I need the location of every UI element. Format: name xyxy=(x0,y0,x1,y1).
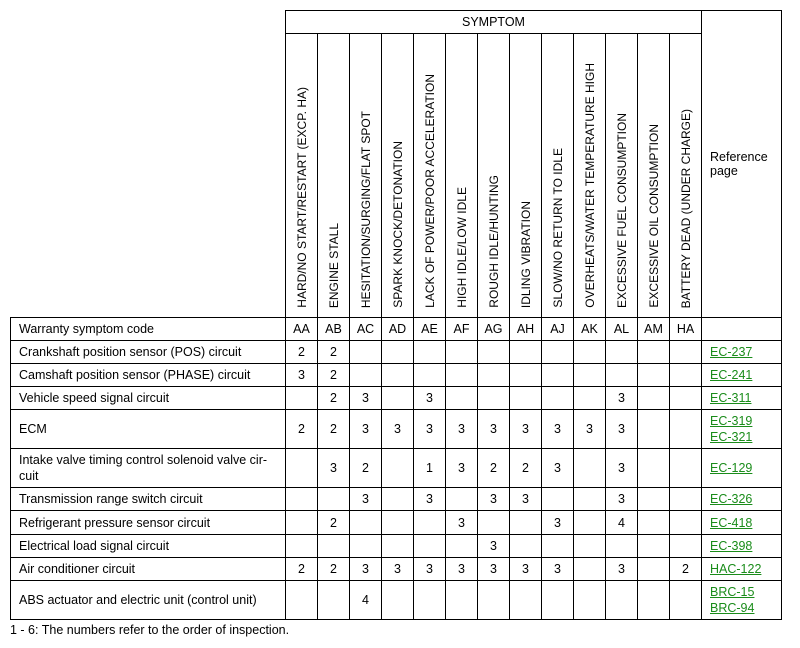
inspection-order-cell: 4 xyxy=(606,511,638,535)
inspection-order-cell xyxy=(670,511,702,535)
inspection-order-cell: 2 xyxy=(318,387,350,410)
inspection-order-cell xyxy=(318,581,350,620)
inspection-order-cell xyxy=(350,535,382,558)
inspection-order-cell xyxy=(574,535,606,558)
inspection-order-cell xyxy=(574,511,606,535)
symptom-column-header xyxy=(638,34,670,318)
reference-header: Reference page xyxy=(702,11,782,318)
row-label: Camshaft position sensor (PHASE) circuit xyxy=(11,364,286,387)
table-row xyxy=(11,581,782,620)
reference-cell xyxy=(702,581,782,620)
reference-link[interactable]: HAC-122 xyxy=(710,562,762,576)
inspection-order-cell: 3 xyxy=(446,410,478,449)
inspection-order-cell xyxy=(606,581,638,620)
row-label: Transmission range switch circuit xyxy=(11,488,286,511)
row-label: ECM xyxy=(11,410,286,449)
inspection-order-cell xyxy=(414,511,446,535)
warranty-code: AE xyxy=(414,318,446,341)
warranty-code: AJ xyxy=(542,318,574,341)
inspection-order-cell xyxy=(286,535,318,558)
inspection-order-cell: 3 xyxy=(478,488,510,511)
inspection-order-cell: 3 xyxy=(446,449,478,488)
table-row xyxy=(11,410,782,449)
inspection-order-cell xyxy=(286,511,318,535)
symptom-table xyxy=(10,10,782,620)
inspection-order-cell xyxy=(478,387,510,410)
symptom-label: HIGH IDLE/LOW IDLE xyxy=(455,187,469,308)
warranty-code: AA xyxy=(286,318,318,341)
symptom-label: IDLING VIBRATION xyxy=(519,200,533,308)
inspection-order-cell: 3 xyxy=(606,387,638,410)
inspection-order-cell xyxy=(542,535,574,558)
inspection-order-cell xyxy=(670,581,702,620)
inspection-order-cell xyxy=(286,581,318,620)
inspection-order-cell xyxy=(318,535,350,558)
warranty-code: HA xyxy=(670,318,702,341)
inspection-order-cell xyxy=(638,535,670,558)
inspection-order-cell xyxy=(542,341,574,364)
symptom-label: ENGINE STALL xyxy=(327,222,341,308)
inspection-order-cell xyxy=(510,364,542,387)
inspection-order-cell: 3 xyxy=(382,558,414,581)
inspection-order-cell xyxy=(606,341,638,364)
inspection-order-cell xyxy=(670,488,702,511)
reference-cell xyxy=(702,558,782,581)
warranty-code: AF xyxy=(446,318,478,341)
row-label: Intake valve timing control solenoid valve cir-cuit xyxy=(11,449,286,488)
inspection-order-cell xyxy=(286,488,318,511)
symptom-label: LACK OF POWER/POOR ACCELERATION xyxy=(423,74,437,308)
reference-cell xyxy=(702,488,782,511)
symptom-matrix xyxy=(10,10,782,620)
inspection-order-cell: 3 xyxy=(606,449,638,488)
warranty-code: AH xyxy=(510,318,542,341)
inspection-order-cell xyxy=(574,449,606,488)
inspection-order-cell xyxy=(478,581,510,620)
table-row xyxy=(11,364,782,387)
row-label: ABS actuator and electric unit (control unit) xyxy=(11,581,286,620)
inspection-order-cell xyxy=(510,387,542,410)
symptom-header: SYMPTOM xyxy=(286,11,702,34)
reference-cell xyxy=(702,364,782,387)
reference-cell xyxy=(702,387,782,410)
inspection-order-cell xyxy=(446,581,478,620)
corner-cell xyxy=(11,11,286,318)
symptom-label: EXCESSIVE OIL CONSUMPTION xyxy=(647,124,661,308)
inspection-order-cell xyxy=(414,364,446,387)
inspection-order-cell: 3 xyxy=(542,558,574,581)
reference-link[interactable]: BRC-15 xyxy=(710,585,755,599)
inspection-order-cell: 2 xyxy=(318,558,350,581)
reference-link[interactable]: EC-311 xyxy=(710,391,752,405)
inspection-order-cell xyxy=(670,535,702,558)
reference-link[interactable]: EC-321 xyxy=(710,430,753,444)
reference-cell xyxy=(702,341,782,364)
row-label: Crankshaft position sensor (POS) circuit xyxy=(11,341,286,364)
inspection-order-cell: 3 xyxy=(350,488,382,511)
inspection-order-cell xyxy=(414,535,446,558)
inspection-order-cell: 3 xyxy=(350,558,382,581)
inspection-order-cell xyxy=(638,364,670,387)
symptom-column-header xyxy=(478,34,510,318)
inspection-order-cell xyxy=(446,364,478,387)
symptom-label: SLOW/NO RETURN TO IDLE xyxy=(551,148,565,308)
inspection-order-cell: 3 xyxy=(606,558,638,581)
inspection-order-cell xyxy=(382,581,414,620)
table-row xyxy=(11,341,782,364)
inspection-order-cell xyxy=(638,511,670,535)
inspection-order-cell: 2 xyxy=(510,449,542,488)
table-row xyxy=(11,535,782,558)
symptom-label: BATTERY DEAD (UNDER CHARGE) xyxy=(679,108,693,308)
table-body xyxy=(11,318,782,620)
inspection-order-cell xyxy=(350,341,382,364)
inspection-order-cell xyxy=(382,364,414,387)
inspection-order-cell xyxy=(606,535,638,558)
inspection-order-cell: 3 xyxy=(542,410,574,449)
inspection-order-cell xyxy=(382,488,414,511)
symptom-column-header xyxy=(606,34,638,318)
inspection-order-cell xyxy=(638,488,670,511)
inspection-order-cell: 3 xyxy=(478,410,510,449)
inspection-order-cell xyxy=(286,387,318,410)
inspection-order-cell: 3 xyxy=(542,511,574,535)
inspection-order-cell: 3 xyxy=(318,449,350,488)
reference-cell xyxy=(702,410,782,449)
reference-cell xyxy=(702,449,782,488)
inspection-order-cell xyxy=(446,488,478,511)
inspection-order-cell: 3 xyxy=(478,535,510,558)
inspection-order-cell xyxy=(670,449,702,488)
symptom-label: HESITATION/SURGING/FLAT SPOT xyxy=(359,110,373,308)
symptom-column-header xyxy=(574,34,606,318)
inspection-order-cell xyxy=(414,341,446,364)
inspection-order-cell: 3 xyxy=(510,410,542,449)
symptom-column-header xyxy=(318,34,350,318)
inspection-order-cell xyxy=(382,511,414,535)
inspection-order-cell xyxy=(542,581,574,620)
inspection-order-cell: 2 xyxy=(350,449,382,488)
inspection-order-cell: 3 xyxy=(478,558,510,581)
inspection-order-cell xyxy=(670,364,702,387)
inspection-order-cell xyxy=(574,581,606,620)
reference-cell xyxy=(702,511,782,535)
inspection-order-cell xyxy=(638,581,670,620)
reference-link[interactable]: EC-319 xyxy=(710,414,753,428)
symptom-column-header xyxy=(286,34,318,318)
inspection-order-cell: 3 xyxy=(414,410,446,449)
symptom-column-header xyxy=(414,34,446,318)
reference-link[interactable]: EC-398 xyxy=(710,539,753,553)
inspection-order-cell xyxy=(638,449,670,488)
inspection-order-cell xyxy=(286,449,318,488)
symptom-label: SPARK KNOCK/DETONATION xyxy=(391,141,405,308)
inspection-order-cell: 3 xyxy=(286,364,318,387)
inspection-order-cell xyxy=(478,364,510,387)
inspection-order-cell: 2 xyxy=(286,341,318,364)
inspection-order-cell xyxy=(574,558,606,581)
inspection-order-cell xyxy=(446,387,478,410)
inspection-order-cell: 3 xyxy=(350,387,382,410)
symptom-label: EXCESSIVE FUEL CONSUMPTION xyxy=(615,113,629,308)
warranty-ref-cell xyxy=(702,318,782,341)
symptom-label: HARD/NO START/RESTART (EXCP. HA) xyxy=(295,87,309,308)
inspection-order-cell xyxy=(510,341,542,364)
table-row xyxy=(11,449,782,488)
reference-cell xyxy=(702,535,782,558)
inspection-order-cell xyxy=(638,558,670,581)
table-row xyxy=(11,387,782,410)
inspection-order-cell xyxy=(574,341,606,364)
inspection-order-cell: 3 xyxy=(414,558,446,581)
reference-link[interactable]: EC-237 xyxy=(710,345,753,359)
row-label: Vehicle speed signal circuit xyxy=(11,387,286,410)
inspection-order-cell xyxy=(382,341,414,364)
symptom-column-header xyxy=(670,34,702,318)
symptom-label: ROUGH IDLE/HUNTING xyxy=(487,175,501,308)
inspection-order-cell: 2 xyxy=(318,511,350,535)
inspection-order-cell: 3 xyxy=(606,410,638,449)
warranty-code: AG xyxy=(478,318,510,341)
inspection-order-cell xyxy=(670,410,702,449)
inspection-order-cell xyxy=(446,341,478,364)
inspection-order-cell xyxy=(670,341,702,364)
inspection-order-cell xyxy=(638,387,670,410)
symptom-column-header xyxy=(542,34,574,318)
warranty-code: AD xyxy=(382,318,414,341)
inspection-order-cell xyxy=(446,535,478,558)
warranty-label: Warranty symptom code xyxy=(11,318,286,341)
warranty-row xyxy=(11,318,782,341)
inspection-order-cell: 3 xyxy=(446,511,478,535)
inspection-order-cell xyxy=(510,581,542,620)
inspection-order-cell xyxy=(606,364,638,387)
inspection-order-cell xyxy=(478,511,510,535)
inspection-order-cell xyxy=(574,364,606,387)
inspection-order-cell xyxy=(478,341,510,364)
inspection-order-cell xyxy=(318,488,350,511)
footnote: 1 - 6: The numbers refer to the order of inspection. xyxy=(10,623,290,637)
inspection-order-cell: 2 xyxy=(478,449,510,488)
warranty-code: AB xyxy=(318,318,350,341)
inspection-order-cell xyxy=(414,581,446,620)
reference-link[interactable]: EC-241 xyxy=(710,368,753,382)
table-row xyxy=(11,488,782,511)
row-label: Electrical load signal circuit xyxy=(11,535,286,558)
inspection-order-cell xyxy=(382,387,414,410)
inspection-order-cell xyxy=(670,387,702,410)
inspection-order-cell: 2 xyxy=(286,558,318,581)
symptom-column-header xyxy=(382,34,414,318)
row-label: Refrigerant pressure sensor circuit xyxy=(11,511,286,535)
warranty-code: AM xyxy=(638,318,670,341)
inspection-order-cell xyxy=(542,488,574,511)
inspection-order-cell: 3 xyxy=(510,558,542,581)
inspection-order-cell xyxy=(574,387,606,410)
inspection-order-cell: 2 xyxy=(286,410,318,449)
symptom-label: OVERHEATS/WATER TEMPERATURE HIGH xyxy=(583,63,597,308)
inspection-order-cell xyxy=(542,387,574,410)
inspection-order-cell xyxy=(638,410,670,449)
inspection-order-cell xyxy=(542,364,574,387)
reference-link[interactable]: EC-418 xyxy=(710,515,753,530)
table-row xyxy=(11,558,782,581)
inspection-order-cell: 3 xyxy=(606,488,638,511)
table-row xyxy=(11,511,782,535)
inspection-order-cell: 3 xyxy=(542,449,574,488)
inspection-order-cell xyxy=(350,364,382,387)
inspection-order-cell: 2 xyxy=(318,364,350,387)
inspection-order-cell xyxy=(638,341,670,364)
inspection-order-cell: 3 xyxy=(382,410,414,449)
inspection-order-cell: 4 xyxy=(350,581,382,620)
reference-link[interactable]: EC-326 xyxy=(710,492,753,506)
inspection-order-cell xyxy=(510,511,542,535)
reference-link[interactable]: EC-129 xyxy=(710,461,753,475)
inspection-order-cell: 3 xyxy=(574,410,606,449)
inspection-order-cell: 3 xyxy=(446,558,478,581)
row-label: Air conditioner circuit xyxy=(11,558,286,581)
inspection-order-cell xyxy=(382,535,414,558)
inspection-order-cell: 1 xyxy=(414,449,446,488)
inspection-order-cell xyxy=(510,535,542,558)
inspection-order-cell: 2 xyxy=(318,410,350,449)
warranty-code: AC xyxy=(350,318,382,341)
inspection-order-cell: 3 xyxy=(510,488,542,511)
inspection-order-cell: 3 xyxy=(414,488,446,511)
warranty-code: AK xyxy=(574,318,606,341)
inspection-order-cell: 3 xyxy=(414,387,446,410)
reference-link[interactable]: BRC-94 xyxy=(710,601,755,615)
inspection-order-cell xyxy=(574,488,606,511)
inspection-order-cell: 2 xyxy=(318,341,350,364)
warranty-code: AL xyxy=(606,318,638,341)
inspection-order-cell xyxy=(382,449,414,488)
inspection-order-cell: 2 xyxy=(670,558,702,581)
symptom-column-header xyxy=(446,34,478,318)
inspection-order-cell: 3 xyxy=(350,410,382,449)
symptom-column-header xyxy=(510,34,542,318)
symptom-column-header xyxy=(350,34,382,318)
inspection-order-cell xyxy=(350,511,382,535)
